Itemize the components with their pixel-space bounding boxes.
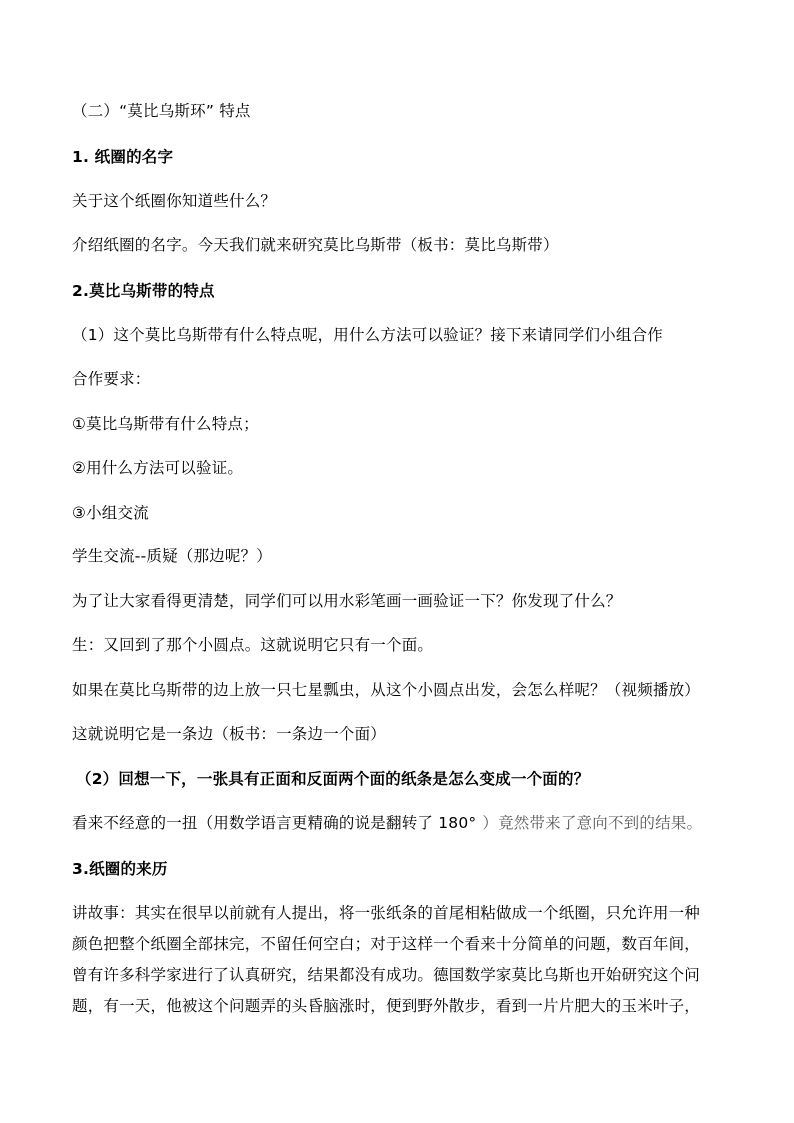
story-line-3: 曾有许多科学家进行了认真研究，结果都没有成功。德国数学家莫比乌斯也开始研究这个问 <box>72 966 701 984</box>
cooperation-requirements: 合作要求： <box>72 370 151 388</box>
ladybug-line: 如果在莫比乌斯带的边上放一只七星瓢虫，从这个小圆点出发，会怎么样呢？（视频播放） <box>72 681 701 699</box>
clarity-line: 为了让大家看得更清楚，同学们可以用水彩笔画一画验证一下？你发现了什么？ <box>72 592 622 610</box>
paragraph-2: （2）回想一下，一张具有正面和反面两个面的纸条是怎么变成一个面的？ <box>76 770 590 788</box>
intro-line: 介绍纸圈的名字。今天我们就来研究莫比乌斯带（板书：莫比乌斯带） <box>72 236 559 254</box>
story-paragraph <box>72 898 722 1022</box>
story-line-2: 颜色把整个纸圈全部抹完，不留任何空白；对于这样一个看来十分简单的问题，数百年间， <box>72 935 701 953</box>
story-line-4: 题，有一天，他被这个问题弄的头昏脑涨时，便到野外散步，看到一片片肥大的玉米叶子， <box>72 997 701 1015</box>
heading-paper-ring-name: 1. 纸圈的名字 <box>72 148 174 166</box>
one-edge-line: 这就说明它是一条边（板书：一条边一个面） <box>72 725 387 743</box>
requirement-item-1: ①莫比乌斯带有什么特点； <box>72 415 259 433</box>
requirement-item-2: ②用什么方法可以验证。 <box>72 459 244 477</box>
paragraph-1: （1）这个莫比乌斯带有什么特点呢，用什么方法可以验证？接下来请同学们小组合作 <box>72 326 663 344</box>
twist-line-part-a: 看来不经意的一扭（用数学语言更精确的说是翻转了 180° <box>72 814 477 832</box>
student-exchange-line: 学生交流--质疑（那边呢？） <box>72 547 272 565</box>
twist-line-part-b: ）竟然带来了意向不到的结果。 <box>482 814 703 832</box>
twist-line <box>72 813 722 833</box>
heading-mobius-features: 2.莫比乌斯带的特点 <box>72 282 215 300</box>
requirement-item-3: ③小组交流 <box>72 504 149 522</box>
section-heading: （二）“莫比乌斯环” 特点 <box>72 102 251 120</box>
story-line-1: 讲故事：其实在很早以前就有人提出，将一张纸条的首尾相粘做成一个纸圈，只允许用一种 <box>72 904 701 922</box>
student-answer-line: 生：又回到了那个小圆点。这就说明它只有一个面。 <box>72 636 434 654</box>
heading-paper-ring-origin: 3.纸圈的来历 <box>72 860 168 878</box>
question-line: 关于这个纸圈你知道些什么？ <box>72 192 277 210</box>
